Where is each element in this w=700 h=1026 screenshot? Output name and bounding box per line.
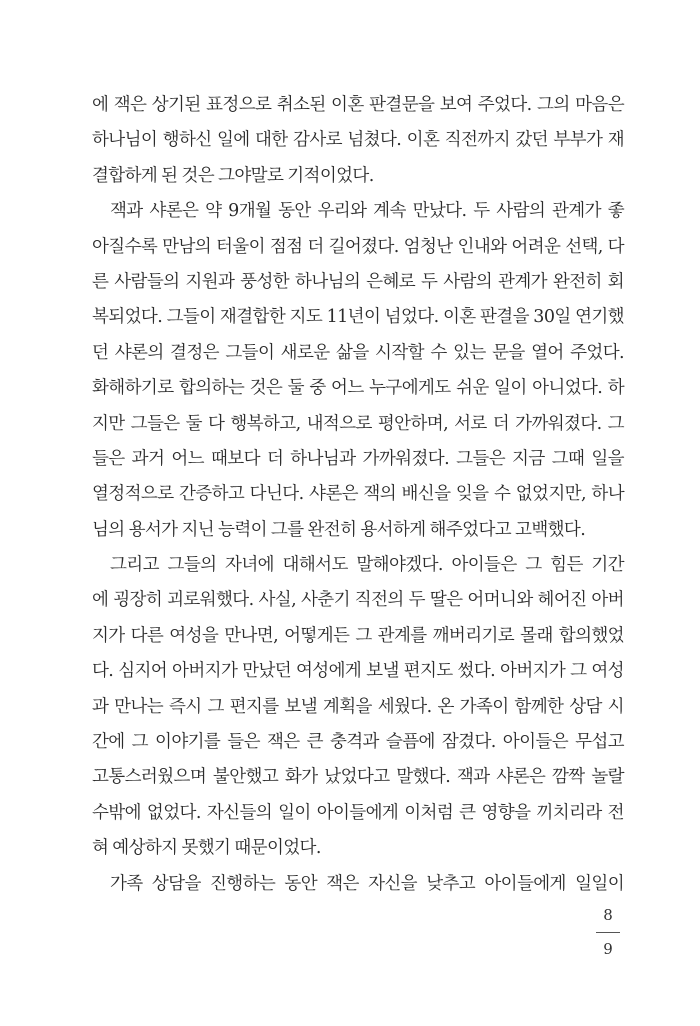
page-number-left: 8 (603, 906, 613, 924)
text-line: 그리고 그들의 자녀에 대해서도 말해야겠다. 아이들은 그 힘든 기간 (110, 555, 624, 576)
text-line: 지가 다른 여성을 만나면, 어떻게든 그 관계를 깨버리기로 몰래 합의했었 (92, 625, 624, 646)
page-number-right: 9 (603, 940, 613, 958)
text-line: 수밖에 없었다. 자신들의 일이 아이들에게 이처럼 큰 영향을 끼치리라 전 (92, 802, 624, 823)
paragraph-4 (92, 867, 624, 902)
text-line: 다. 심지어 아버지가 만났던 여성에게 보낼 편지도 썼다. 아버지가 그 여성 (92, 661, 624, 682)
text-line: 화해하기로 합의하는 것은 둘 중 어느 누구에게도 쉬운 일이 아니었다. 하 (92, 378, 624, 399)
text-line: 던 샤론의 결정은 그들이 새로운 삶을 시작할 수 있는 문을 열어 주었다. (92, 342, 624, 363)
text-line: 고통스러웠으며 불안했고 화가 났었다고 말했다. 잭과 샤론은 깜짝 놀랄 (92, 767, 624, 788)
text-line: 아질수록 만남의 터울이 점점 더 길어졌다. 엄청난 인내와 어려운 선택, 다 (92, 236, 624, 257)
text-line: 가족 상담을 진행하는 동안 잭은 자신을 낮추고 아이들에게 일일이 (110, 873, 624, 894)
page-number-divider (596, 932, 620, 933)
paragraph-3 (92, 548, 624, 867)
text-line: 복되었다. 그들이 재결합한 지도 11년이 넘었다. 이혼 판결을 30일 연기했 (92, 307, 624, 328)
text-line: 결합하게 된 것은 그야말로 기적이었다. (92, 165, 374, 186)
text-line: 에 잭은 상기된 표정으로 취소된 이혼 판결문을 보여 주었다. 그의 마음은 (92, 95, 624, 115)
paragraph-1 (92, 88, 624, 194)
text-line: 에 굉장히 괴로워했다. 사실, 사춘기 직전의 두 딸은 어머니와 헤어진 아버 (92, 590, 624, 611)
paragraph-2 (92, 194, 624, 548)
text-line: 하나님이 행하신 일에 대한 감사로 넘쳤다. 이혼 직전까지 갔던 부부가 재 (92, 130, 624, 151)
text-line: 과 만나는 즉시 그 편지를 보낼 계획을 세웠다. 온 가족이 함께한 상담 시 (92, 696, 624, 717)
text-line: 혀 예상하지 못했기 때문이었다. (92, 838, 321, 859)
text-line: 간에 그 이야기를 들은 잭은 큰 충격과 슬픔에 잠겼다. 아이들은 무섭고 (92, 732, 624, 753)
text-line: 열정적으로 간증하고 다닌다. 샤론은 잭의 배신을 잊을 수 없었지만, 하나 (92, 484, 624, 505)
text-line: 님의 용서가 지닌 능력이 그를 완전히 용서하게 해주었다고 고백했다. (92, 519, 586, 540)
text-line: 잭과 샤론은 약 9개월 동안 우리와 계속 만났다. 두 사람의 관계가 좋 (110, 201, 624, 222)
page-body (92, 88, 624, 902)
text-line: 지만 그들은 둘 다 행복하고, 내적으로 평안하며, 서로 더 가까워졌다. 그 (92, 413, 624, 434)
text-line: 들은 과거 어느 때보다 더 하나님과 가까워졌다. 그들은 지금 그때 일을 (92, 448, 624, 469)
text-line: 른 사람들의 지원과 풍성한 하나님의 은혜로 두 사람의 관계가 완전히 회 (92, 271, 624, 292)
